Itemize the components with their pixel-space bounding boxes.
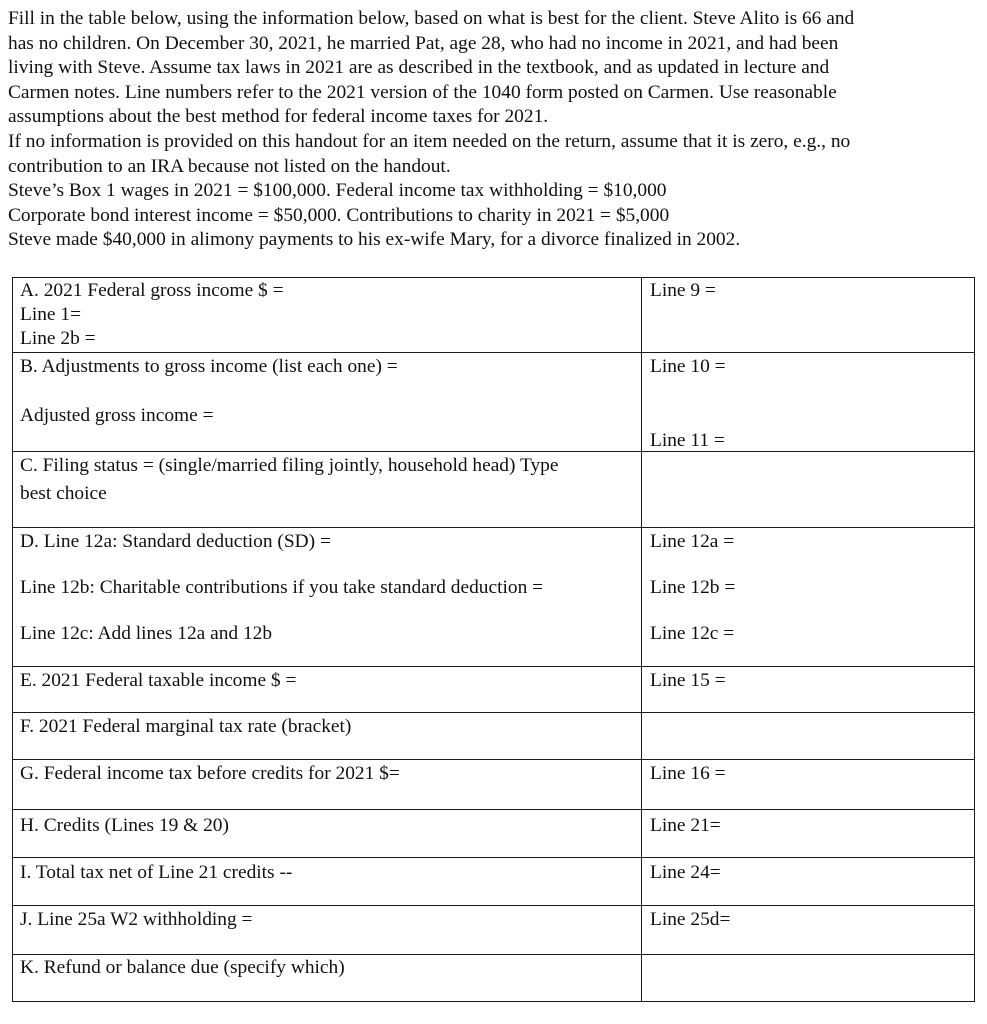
given-alimony-line: Steve made $40,000 in alimony payments to his ex-wife Mary, for a divorce finalized in 2002. — [8, 229, 741, 251]
refund-label: K. Refund or balance due (specify which) — [20, 957, 345, 978]
instruction-line: contribution to an IRA because not listed on the handout. — [8, 155, 451, 177]
line-11-label: Line 11 = — [650, 430, 725, 451]
answer-cell-i[interactable] — [642, 858, 975, 906]
table-row-d — [13, 528, 975, 667]
tax-worksheet-table — [12, 277, 975, 1002]
taxable-income-label: E. 2021 Federal taxable income $ = — [20, 670, 297, 691]
line-24-label: Line 24= — [650, 862, 721, 883]
question-cell-c — [13, 452, 642, 528]
answer-cell-b[interactable] — [642, 353, 975, 452]
question-cell-f — [13, 713, 642, 760]
answer-cell-c[interactable] — [642, 452, 975, 528]
given-interest-line: Corporate bond interest income = $50,000. Contributions to charity in 2021 = $5,000 — [8, 204, 670, 226]
line-12b-question: Line 12b: Charitable contributions if you take standard deduction = — [20, 577, 544, 598]
answer-cell-e[interactable] — [642, 667, 975, 713]
adjustments-label: B. Adjustments to gross income (list each one) = — [20, 356, 398, 377]
answer-cell-h[interactable] — [642, 810, 975, 858]
line-9-label: Line 9 = — [650, 280, 716, 301]
agi-label: Adjusted gross income = — [20, 405, 214, 426]
line-15-label: Line 15 = — [650, 670, 726, 691]
question-cell-b — [13, 353, 642, 452]
withholding-label: J. Line 25a W2 withholding = — [20, 909, 253, 930]
given-wages-line: Steve’s Box 1 wages in 2021 = $100,000. Federal income tax withholding = $10,000 — [8, 180, 667, 202]
line-12a-question: D. Line 12a: Standard deduction (SD) = — [20, 531, 331, 552]
question-cell-d — [13, 528, 642, 667]
instructions-block — [8, 7, 968, 253]
line-21-label: Line 21= — [650, 815, 721, 836]
instruction-line: assumptions about the best method for federal income taxes for 2021. — [8, 106, 549, 128]
line-12b-label: Line 12b = — [650, 577, 736, 598]
instruction-line: Fill in the table below, using the information below, based on what is best for the client. Steve Alito is 66 and — [8, 8, 855, 29]
table-row-e — [13, 667, 975, 713]
marginal-rate-label: F. 2021 Federal marginal tax rate (bracket) — [20, 716, 352, 737]
table-row-f — [13, 713, 975, 760]
instruction-line: Carmen notes. Line numbers refer to the 2021 version of the 1040 form posted on Carmen. Use reasonable — [8, 81, 837, 103]
table-row-b — [13, 353, 975, 452]
question-cell-a — [13, 278, 642, 353]
instruction-line: has no children. On December 30, 2021, he married Pat, age 28, who had no income in 2021, and had been — [8, 32, 839, 54]
total-tax-label: I. Total tax net of Line 21 credits -- — [20, 862, 293, 883]
line-25d-label: Line 25d= — [650, 909, 731, 930]
line-1-label: Line 1= — [20, 304, 82, 325]
table-row-k — [13, 955, 975, 1002]
question-cell-j — [13, 906, 642, 955]
filing-status-label: C. Filing status = (single/married filing jointly, household head) Type — [20, 455, 559, 476]
answer-cell-j[interactable] — [642, 906, 975, 955]
table-row-h — [13, 810, 975, 858]
line-16-label: Line 16 = — [650, 763, 726, 784]
line-12c-label: Line 12c = — [650, 623, 735, 644]
line-12a-label: Line 12a = — [650, 531, 735, 552]
line-12c-question: Line 12c: Add lines 12a and 12b — [20, 623, 273, 644]
answer-cell-g[interactable] — [642, 760, 975, 810]
answer-cell-d[interactable] — [642, 528, 975, 667]
credits-label: H. Credits (Lines 19 & 20) — [20, 815, 229, 836]
filing-status-label-cont: best choice — [20, 483, 107, 504]
question-cell-e — [13, 667, 642, 713]
question-cell-g — [13, 760, 642, 810]
question-cell-h — [13, 810, 642, 858]
question-cell-i — [13, 858, 642, 906]
instruction-line: If no information is provided on this handout for an item needed on the return, assume that it is zero, e.g., no — [8, 130, 851, 152]
table-row-i — [13, 858, 975, 906]
instruction-line: living with Steve. Assume tax laws in 2021 are as described in the textbook, and as updated in lecture and — [8, 57, 830, 79]
gross-income-label: A. 2021 Federal gross income $ = — [20, 280, 284, 301]
question-cell-k — [13, 955, 642, 1002]
table-row-c — [13, 452, 975, 528]
line-10-label: Line 10 = — [650, 356, 726, 377]
answer-cell-f[interactable] — [642, 713, 975, 760]
table-row-j — [13, 906, 975, 955]
table-row-a — [13, 278, 975, 353]
table-row-g — [13, 760, 975, 810]
answer-cell-a[interactable] — [642, 278, 975, 353]
line-2b-label: Line 2b = — [20, 328, 96, 349]
answer-cell-k[interactable] — [642, 955, 975, 1002]
tax-before-credits-label: G. Federal income tax before credits for 2021 $= — [20, 763, 400, 784]
